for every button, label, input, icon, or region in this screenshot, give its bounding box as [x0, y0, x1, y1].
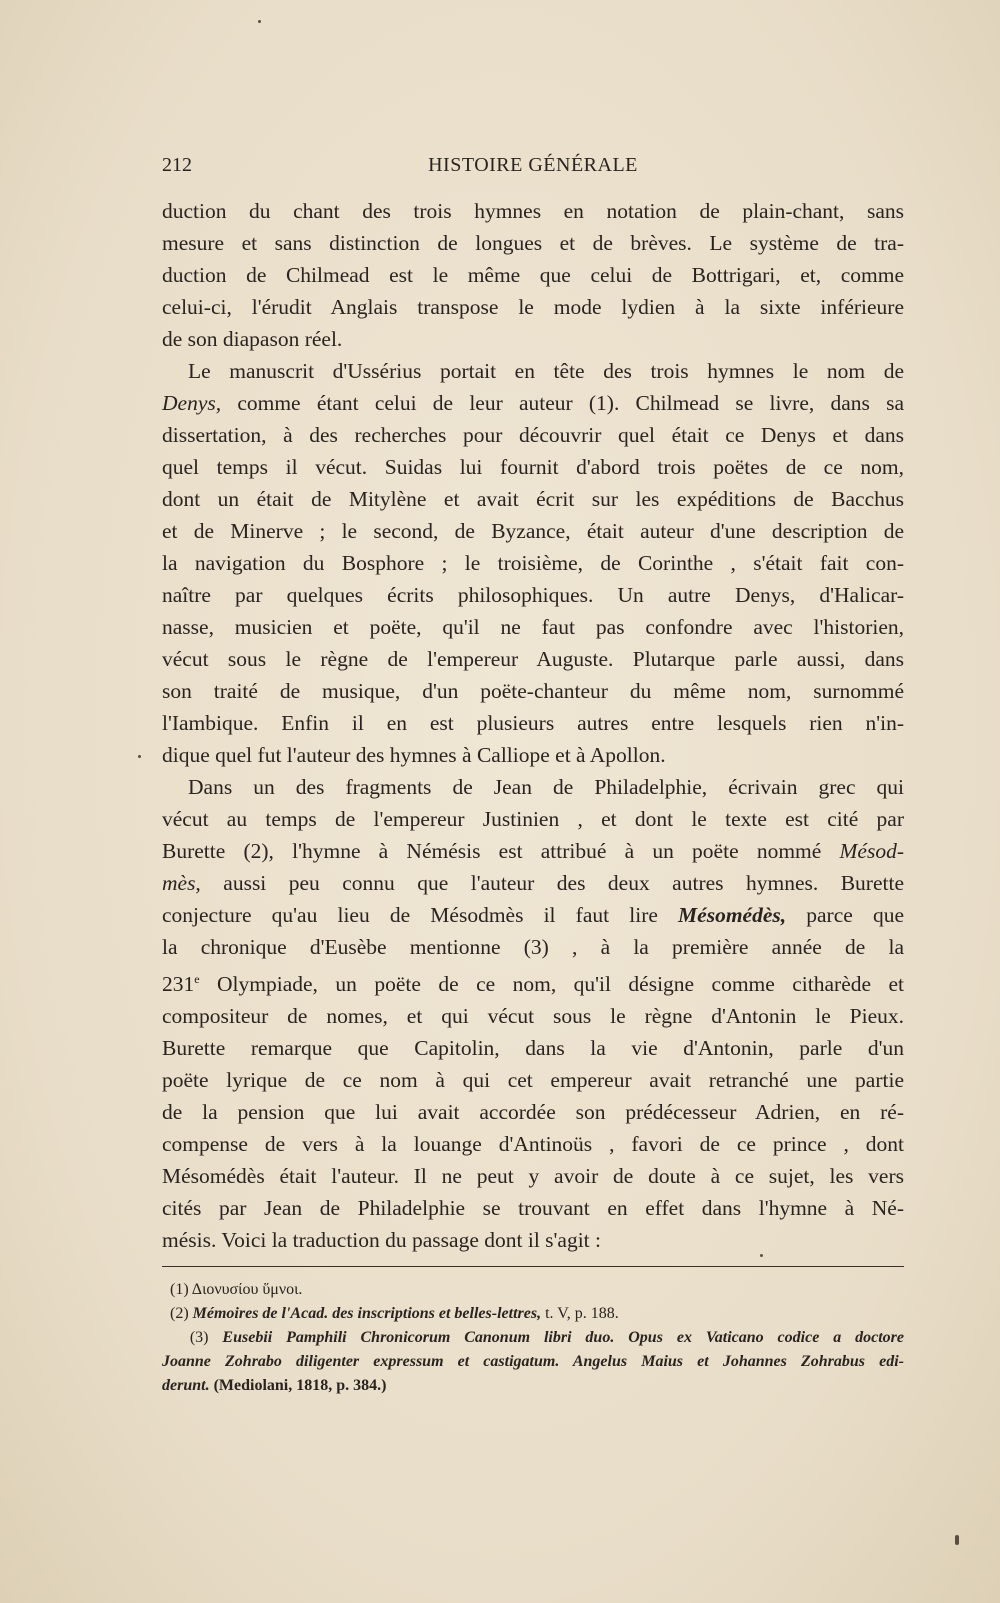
paragraph-2 [162, 355, 904, 771]
text-line: dique quel fut l'auteur des hymnes à Calliope et à Apollon. [162, 743, 666, 767]
text-line [162, 963, 904, 1000]
text-line: dont un était de Mitylène et avait écrit sur les expéditions de Bacchus [162, 487, 904, 511]
text-run: parce que [786, 903, 904, 927]
italic-name: Mésomédès, [678, 903, 787, 927]
citation-title: Eusebii Pamphili Chronicorum Canonum libri duo. Opus ex Vaticano codice a doctore [222, 1329, 905, 1346]
text-line: vécut au temps de l'empereur Justinien , et dont le texte est cité par [162, 807, 904, 831]
text-line: mesure et sans distinction de longues et de brèves. Le système de tra- [162, 231, 904, 255]
text-line: nasse, musicien et poëte, qu'il ne faut pas confondre avec l'historien, [162, 615, 904, 639]
text-run: Olympiade, un poëte de ce nom, qu'il désigne comme citharède et [199, 972, 904, 997]
citation-title: derunt. [162, 1377, 210, 1394]
text-line: la navigation du Bosphore ; le troisième, de Corinthe , s'était fait con- [162, 551, 904, 575]
body-text [162, 195, 904, 1256]
page-speck [760, 1254, 763, 1257]
footnotes [162, 1278, 904, 1398]
text-line [162, 899, 904, 931]
text-line: l'Iambique. Enfin il en est plusieurs autres entre lesquels rien n'in- [162, 711, 904, 735]
text-line: cités par Jean de Philadelphie se trouvant en effet dans l'hymne à Né- [162, 1196, 904, 1221]
footnote-mark: (3) [189, 1329, 209, 1346]
text-run: comme étant celui de leur auteur (1). Chilmead se livre, dans sa [221, 391, 904, 415]
text-line: Le manuscrit d'Ussérius portait en tête des trois hymnes le nom de [188, 359, 904, 383]
italic-name: Mésod- [839, 839, 904, 863]
paragraph-1 [162, 195, 904, 355]
text-line: celui-ci, l'érudit Anglais transpose le mode lydien à la sixte inférieure [162, 295, 904, 319]
text-line: dissertation, à des recherches pour découvrir quel était ce Denys et dans [162, 423, 904, 447]
text-line: la chronique d'Eusèbe mentionne (3) , à la première année de la [162, 935, 904, 959]
text-line: compositeur de nomes, et qui vécut sous le règne d'Antonin le Pieux. [162, 1004, 904, 1029]
text-line: compense de vers à la louange d'Antinoüs , favori de ce prince , dont [162, 1132, 904, 1157]
text-run: Burette (2), l'hymne à Némésis est attribué à un poëte nommé [162, 839, 840, 863]
text-run: 231 [162, 972, 195, 997]
italic-name: mès, [162, 871, 201, 895]
footnote-separator [162, 1266, 904, 1267]
footnote-1 [162, 1278, 904, 1302]
text-line: poëte lyrique de ce nom à qui cet empereur avait retranché une partie [162, 1068, 904, 1093]
text-line [162, 867, 904, 899]
text-run: aussi peu connu que l'auteur des deux autres hymnes. Burette [200, 871, 904, 895]
text-line: naître par quelques écrits philosophiques. Un autre Denys, d'Halicar- [162, 583, 904, 607]
running-title: HISTOIRE GÉNÉRALE [428, 154, 638, 176]
text-line: Dans un des fragments de Jean de Philadelphie, écrivain grec qui [188, 775, 904, 799]
text-line [162, 1326, 904, 1350]
italic-name: Denys, [162, 391, 222, 415]
text-line: son traité de musique, d'un poëte-chanteur du même nom, surnommé [162, 679, 904, 703]
page-header [162, 154, 904, 184]
footnote-2 [162, 1302, 904, 1326]
page-number: 212 [162, 154, 192, 176]
text-line: et de Minerve ; le second, de Byzance, était auteur d'une description de [162, 519, 904, 543]
text-line: Burette remarque que Capitolin, dans la vie d'Antonin, parle d'un [162, 1036, 904, 1061]
footnote-3 [162, 1326, 904, 1398]
text-line: duction du chant des trois hymnes en notation de plain-chant, sans [162, 199, 904, 223]
citation-title: Mémoires de l'Acad. des inscriptions et belles-lettres, [192, 1305, 542, 1322]
text-line [162, 1374, 904, 1398]
footnote-mark: (2) [170, 1305, 189, 1322]
ordinal-superscript: e [194, 972, 200, 986]
text-line [162, 1302, 904, 1326]
page-speck [138, 755, 141, 758]
text-line: duction de Chilmead est le même que celui de Bottrigari, et, comme [162, 263, 904, 287]
footnote-mark: (1) [170, 1281, 189, 1298]
paragraph-3 [162, 771, 904, 1256]
text-line: vécut sous le règne de l'empereur Auguste. Plutarque parle aussi, dans [162, 647, 904, 671]
text-line [162, 1278, 904, 1302]
text-line [162, 387, 904, 419]
text-line [162, 835, 904, 867]
text-run: conjecture qu'au lieu de Mésodmès il faut lire [162, 903, 679, 927]
text-run: (Mediolani, 1818, p. 384.) [209, 1377, 387, 1394]
page-speck [955, 1535, 959, 1545]
text-run: Διονυσίου ὕμνοι. [191, 1281, 303, 1298]
text-line: de son diapason réel. [162, 327, 343, 351]
text-line: de la pension que lui avait accordée son prédécesseur Adrien, en ré- [162, 1100, 904, 1125]
text-run: t. V, p. 188. [541, 1305, 619, 1322]
text-line: quel temps il vécut. Suidas lui fournit d'abord trois poëtes de ce nom, [162, 455, 904, 479]
text-line: Joanne Zohrabo diligenter expressum et castigatum. Angelus Maius et Johannes Zohrabus edi- [162, 1353, 904, 1370]
text-line: mésis. Voici la traduction du passage dont il s'agit : [162, 1228, 601, 1253]
page-speck [258, 20, 261, 23]
text-line: Mésomédès était l'auteur. Il ne peut y avoir de doute à ce sujet, les vers [162, 1164, 904, 1189]
